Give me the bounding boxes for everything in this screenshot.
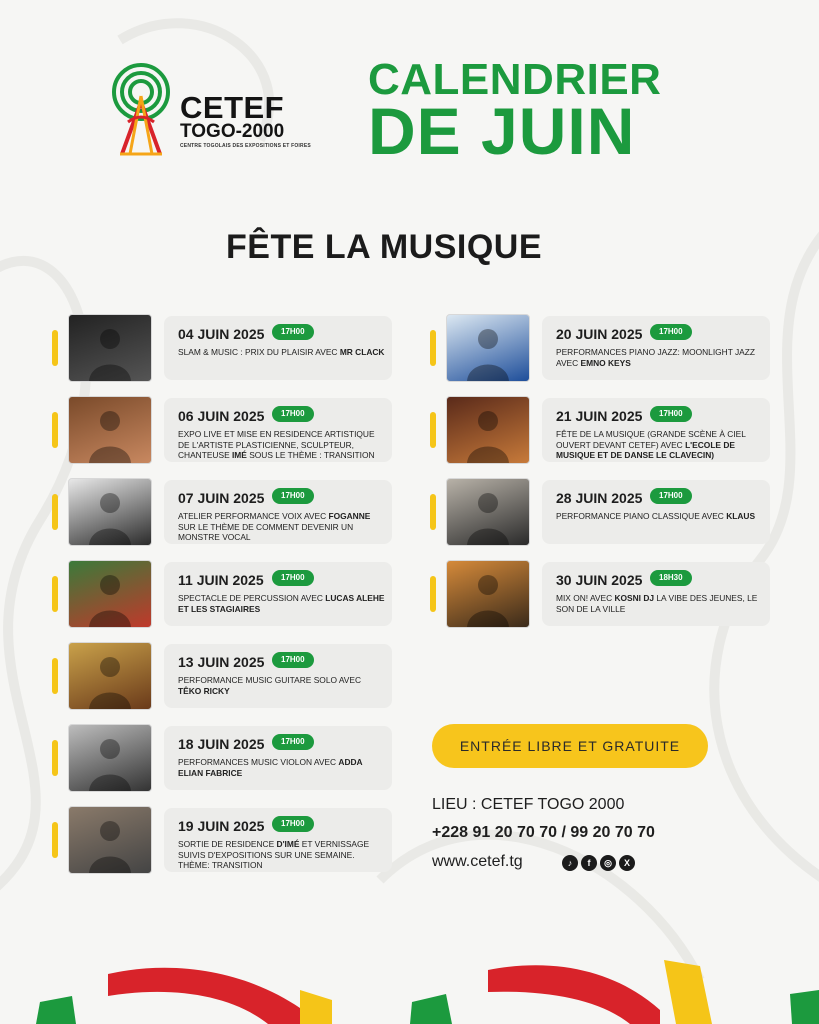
event-photo xyxy=(446,478,530,546)
event-description xyxy=(178,347,386,358)
person-silhouette-icon xyxy=(69,561,151,627)
event-card xyxy=(542,316,770,380)
event-desc-text: SLAM & MUSIC : PRIX DU PLAISIR AVEC xyxy=(178,347,338,357)
event-time-badge: 17H00 xyxy=(272,570,314,586)
website-link[interactable]: www.cetef.tg xyxy=(432,853,523,870)
event-subtitle: FÊTE LA MUSIQUE xyxy=(226,228,543,266)
tiktok-icon[interactable]: ♪ xyxy=(562,855,578,871)
event-item[interactable] xyxy=(52,642,412,712)
event-description xyxy=(556,593,764,614)
event-bar xyxy=(52,576,58,612)
event-date: 30 JUIN 2025 xyxy=(556,572,643,588)
event-item[interactable] xyxy=(430,314,790,384)
event-desc-text: SORTIE DE RESIDENCE xyxy=(178,839,275,849)
social-icons xyxy=(562,855,635,871)
event-date: 21 JUIN 2025 xyxy=(556,408,643,424)
event-desc-tail: LA VIBE DES JEUNES, LE SON DE LA VILLE xyxy=(556,593,758,614)
event-performer: D'IMÉ xyxy=(276,839,300,849)
event-bar xyxy=(52,494,58,530)
person-silhouette-icon xyxy=(69,315,151,381)
event-date: 20 JUIN 2025 xyxy=(556,326,643,342)
person-silhouette-icon xyxy=(69,479,151,545)
brand-name: CETEF xyxy=(180,90,285,125)
event-performer: IMÉ xyxy=(231,450,247,461)
event-bar xyxy=(430,576,436,612)
person-silhouette-icon xyxy=(69,725,151,791)
event-description xyxy=(178,593,386,614)
phone-text: +228 91 20 70 70 / 99 20 70 70 xyxy=(432,824,655,841)
event-performer: KOSNI DJ xyxy=(614,593,655,603)
event-performer: TÊKO RICKY xyxy=(178,685,230,696)
event-time-badge: 17H00 xyxy=(272,406,314,422)
event-time-badge: 18H30 xyxy=(650,570,692,586)
event-description xyxy=(556,347,764,368)
event-performer: KLAUS xyxy=(726,511,756,521)
event-date: 11 JUIN 2025 xyxy=(178,572,264,588)
event-desc-text: PERFORMANCE PIANO CLASSIQUE AVEC xyxy=(556,511,724,521)
event-time-badge: 17H00 xyxy=(272,488,314,504)
event-card xyxy=(542,562,770,626)
event-item[interactable] xyxy=(52,724,412,794)
event-card xyxy=(164,316,392,380)
free-entry-button[interactable]: ENTRÉE LIBRE ET GRATUITE xyxy=(432,724,708,768)
person-silhouette-icon xyxy=(69,397,151,463)
event-description xyxy=(556,511,764,522)
event-desc-tail: ET VERNISSAGE SUIVIS D'EXPOSITIONS SUR UNE SEMAINE. THÈME: TRANSITION xyxy=(178,839,370,871)
brand-tagline: CENTRE TOGOLAIS DES EXPOSITIONS ET FOIRES xyxy=(180,143,311,149)
venue-text: LIEU : CETEF TOGO 2000 xyxy=(432,796,625,813)
page-title-line2: DE JUIN xyxy=(368,94,636,168)
event-photo xyxy=(68,314,152,382)
event-bar xyxy=(430,330,436,366)
person-silhouette-icon xyxy=(447,397,529,463)
event-card xyxy=(542,398,770,462)
event-performer: ADDA ELIAN FABRICE xyxy=(178,757,363,778)
event-performer: LUCAS ALEHE ET LES STAGIAIRES xyxy=(178,593,385,614)
event-item[interactable] xyxy=(52,314,412,384)
event-item[interactable] xyxy=(52,560,412,630)
event-date: 19 JUIN 2025 xyxy=(178,818,265,834)
event-desc-text: ATELIER PERFORMANCE VOIX AVEC xyxy=(178,511,327,521)
event-card xyxy=(164,398,392,462)
event-item[interactable] xyxy=(430,396,790,466)
person-silhouette-icon xyxy=(447,315,529,381)
event-desc-tail: SOUS LE THÈME : TRANSITION xyxy=(249,450,375,461)
event-performer: MR CLACK xyxy=(339,347,385,357)
event-photo xyxy=(446,314,530,382)
event-time-badge: 17H00 xyxy=(272,652,314,668)
x-icon[interactable]: X xyxy=(619,855,635,871)
event-photo xyxy=(68,396,152,464)
event-desc-text: FÊTE DE LA MUSIQUE (GRANDE SCÈNE À CIEL OUVERT DEVANT CETEF) AVEC xyxy=(556,429,746,450)
facebook-icon[interactable]: f xyxy=(581,855,597,871)
event-performer: FOGANNE xyxy=(328,511,371,521)
event-photo xyxy=(68,478,152,546)
event-time-badge: 17H00 xyxy=(650,406,692,422)
event-date: 04 JUIN 2025 xyxy=(178,326,265,342)
event-bar xyxy=(430,494,436,530)
logo-emblem-icon xyxy=(108,62,174,158)
event-date: 13 JUIN 2025 xyxy=(178,654,265,670)
event-desc-text: PERFORMANCES MUSIC VIOLON AVEC xyxy=(178,757,337,767)
event-desc-text: EXPO LIVE ET MISE EN RESIDENCE ARTISTIQUE DE L'ARTISTE PLASTICIENNE, SCULPTEUR, CHANTEUSE xyxy=(178,429,375,461)
page-title-line1: CALENDRIER xyxy=(368,55,662,104)
event-time-badge: 17H00 xyxy=(272,816,314,832)
event-card xyxy=(164,480,392,544)
event-description xyxy=(556,429,764,461)
event-photo xyxy=(68,642,152,710)
event-bar xyxy=(52,330,58,366)
event-date: 07 JUIN 2025 xyxy=(178,490,265,506)
event-bar xyxy=(52,658,58,694)
event-item[interactable] xyxy=(52,806,412,876)
event-card xyxy=(164,562,392,626)
event-description xyxy=(178,839,386,871)
event-photo xyxy=(68,724,152,792)
event-card xyxy=(542,480,770,544)
event-time-badge: 17H00 xyxy=(650,324,692,340)
event-photo xyxy=(446,396,530,464)
event-description xyxy=(178,757,386,778)
event-desc-tail: SUR LE THÈME DE COMMENT DEVENIR UN MONSTRE VOCAL xyxy=(178,521,354,543)
event-desc-text: MIX ON! AVEC xyxy=(556,593,613,603)
event-bar xyxy=(52,412,58,448)
event-item[interactable] xyxy=(52,478,412,548)
event-card xyxy=(164,726,392,790)
person-silhouette-icon xyxy=(69,807,151,873)
event-date: 18 JUIN 2025 xyxy=(178,736,265,752)
event-card xyxy=(164,808,392,872)
instagram-icon[interactable]: ◎ xyxy=(600,855,616,871)
event-description xyxy=(178,429,386,461)
event-item[interactable] xyxy=(430,560,790,630)
brand-sub: TOGO-2000 xyxy=(180,121,285,142)
event-bar xyxy=(52,740,58,776)
cetef-logo xyxy=(108,62,318,162)
event-desc-text: PERFORMANCE MUSIC GUITARE SOLO AVEC xyxy=(178,675,362,685)
event-time-badge: 17H00 xyxy=(272,324,314,340)
event-description xyxy=(178,675,386,696)
bottom-decoration xyxy=(0,930,819,1024)
event-item[interactable] xyxy=(52,396,412,466)
event-bar xyxy=(52,822,58,858)
event-bar xyxy=(430,412,436,448)
event-date: 28 JUIN 2025 xyxy=(556,490,643,506)
event-performer: EMNO KEYS xyxy=(580,357,631,368)
event-desc-text: PERFORMANCES PIANO JAZZ: MOONLIGHT JAZZ AVEC xyxy=(556,347,756,368)
event-date: 06 JUIN 2025 xyxy=(178,408,265,424)
person-silhouette-icon xyxy=(69,643,151,709)
person-silhouette-icon xyxy=(447,561,529,627)
event-time-badge: 17H00 xyxy=(650,488,692,504)
event-item[interactable] xyxy=(430,478,790,548)
person-silhouette-icon xyxy=(447,479,529,545)
event-performer: L'ECOLE DE MUSIQUE ET DE DANSE LE CLAVECIN) xyxy=(556,439,735,461)
event-card xyxy=(164,644,392,708)
event-description xyxy=(178,511,386,543)
event-photo xyxy=(68,560,152,628)
event-photo xyxy=(446,560,530,628)
event-photo xyxy=(68,806,152,874)
event-time-badge: 17H00 xyxy=(272,734,314,750)
event-desc-text: SPECTACLE DE PERCUSSION AVEC xyxy=(178,593,323,603)
